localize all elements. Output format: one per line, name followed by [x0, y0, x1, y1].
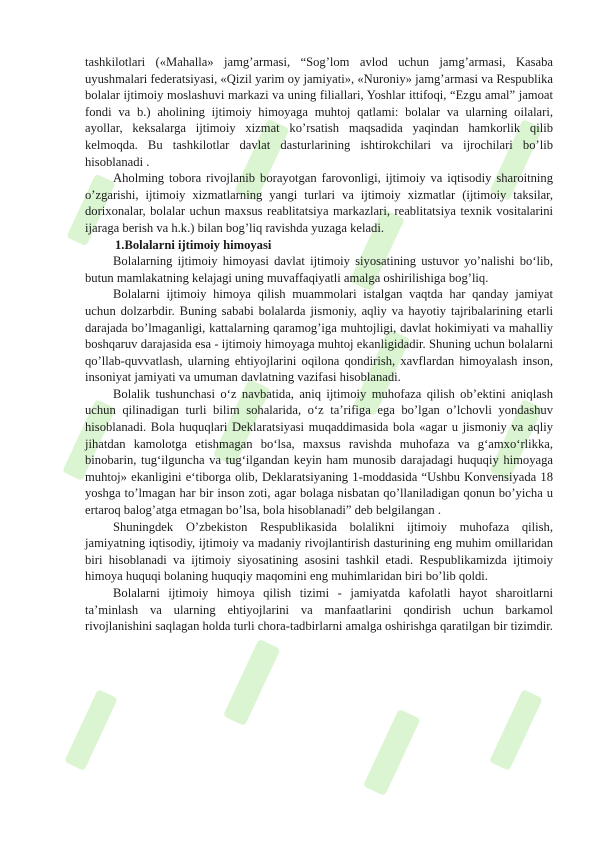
- section-heading: 1.Bolalarni ijtimoiy himoyasi: [115, 237, 272, 252]
- document-page: [85, 54, 553, 635]
- paragraph: Shuningdek O’zbekiston Respublikasida bolalikni ijtimoiy muhofaza qilish, jamiyatning iqtisodiy, ijtimoiy va madaniy rivojlantirish dasturining eng muhim omillaridan biri hisoblanadi va ijtimoiy siyosatining asosini tashkil etadi. Respublikamizda ijtimoiy himoya huquqi bolaning huquqiy maqomini eng muhimlaridan biri bo’lib qoldi.: [85, 519, 553, 584]
- paragraph: Bolalarni ijtimoiy himoya qilish muammolari istalgan vaqtda har qanday jamiyat uchun dolzarbdir. Buning sababi bolalarda jismoniy, aqliy va hayotiy tajribalarining etarli darajada bo’lmaganligi, kattalarning qaramog’iga muhtojligi, davlat hokimiyati va mahalliy boshqaruv darajasida esa - ijtimoiy himoyaga muhtoj ekanligidadir. Shuning uchun bolalarni qo’llab-quvvatlash, ularning ehtiyojlarini oqilona qondirish, xavflardan himoyalash inson, insoniyat jamiyati va umuman davlatning vazifasi hisoblanadi.: [85, 287, 553, 385]
- paragraph: Bolalik tushunchasi o‘z navbatida, aniq ijtimoiy muhofaza qilish ob’ektini aniqlash uchun qilinadigan turli bilim sohalarida, o‘z ta’rifiga ega bo’lgan o’lchovli yondashuv hisoblanadi. Bola huquqlari Deklaratsiyasi muqaddimasida bola «agar u jismoniy va aqliy jihatdan kamolotga etishmagan bo‘lsa, maxsus ravishda muhofaza va g‘amxo‘rlikka, binobarin, tug‘ilguncha va tug‘ilgandan keyin ham munosib darajadagi huquqiy himoyaga muhtoj» ekanligini e‘tiborga olib, Deklaratsiyaning 1-moddasida “Ushbu Konvensiyada 18 yoshga to’lmagan har bir inson zoti, agar bolaga nisbatan qo’llaniladigan qonun bo’yicha u ertaroq balog’atga etmagan bo’lsa, bola hisoblanadi” deb belgilangan .: [85, 386, 553, 518]
- paragraph: Bolalarni ijtimoiy himoya qilish tizimi - jamiyatda kafolatli hayot sharoitlarni ta’minlash va ularning ehtiyojlarini va manfaatlarini qondirish uchun barkamol rivojlanishini saqlagan holda turli chora-tadbirlarni amalga oshirishga qaratilgan bir tizimdir.: [85, 586, 553, 634]
- paragraph: tashkilotlari («Mahalla» jamg’armasi, “Sog’lom avlod uchun jamg’armasi, Kasaba uyushmalari federatsiyasi, «Qizil yarim oy jamiyati», «Nuroniy» jamg’armasi va Respublika bolalar ijtimoiy moslashuvi markazi va uning filiallari, Yoshlar ittifoqi, “Ezgu amal” jamoat fondi va b.) aholining ijtimoiy himoyaga muhtoj qatlami: bolalar va ularning oilalari, ayollar, keksalarga ijtimoiy xizmat ko’rsatish maqsadida yaqindan hamkorlik qilib kelmoqda. Bu tashkilotlar davlat dasturlarining ishtirokchilari va ijrochilari bo’lib hisoblanadi .: [85, 55, 553, 169]
- paragraph: Aholming tobora rivojlanib borayotgan farovonligi, ijtimoiy va iqtisodiy sharoitning o’zgarishi, ijtimoiy xizmatlarning yangi turlari va ijtimoiy xizmatlar (ijtimoiy taksilar, dorixonalar, bolalar uchun maxsus reablitatsiya markazlari, reablitatsiya texnik vositalarini ijaraga berish va h.k.) bilan bog’liq ravishda yuzaga keladi.: [85, 171, 553, 235]
- watermark-mark: [223, 639, 281, 726]
- watermark-mark: [489, 689, 543, 771]
- watermark-mark: [64, 689, 118, 771]
- paragraph: Bolalarning ijtimoiy himoyasi davlat ijtimoiy siyosatining ustuvor yo’nalishi bo‘lib, butun mamlakatning kelajagi uning muvaffaqiyatli amalga oshirilishiga bog’liq.: [85, 254, 553, 285]
- watermark-mark: [363, 709, 421, 796]
